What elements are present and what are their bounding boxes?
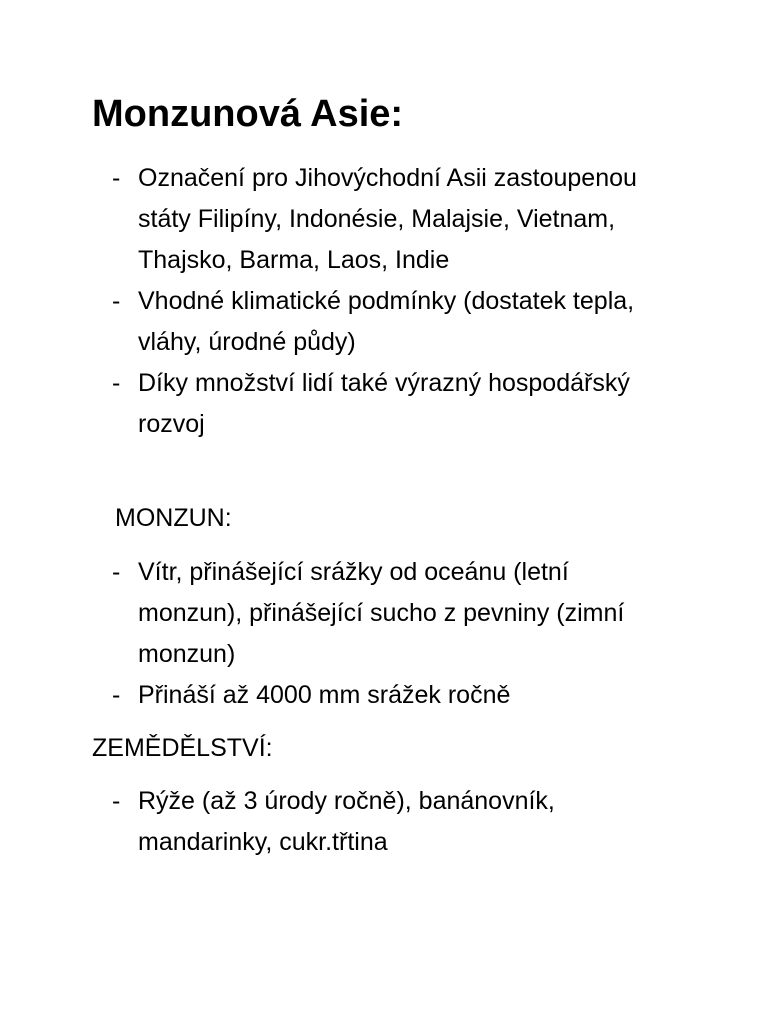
list-item-text: Označení pro Jihovýchodní Asii zastoupenou státy Filipíny, Indonésie, Malajsie, Vietnam, Thajsko, Barma, Laos, Indie [138, 164, 637, 274]
zemedelstvi-bullet-list [0, 781, 658, 863]
section-heading-monzun: MONZUN: [115, 504, 232, 532]
bullet-dash: - [112, 287, 121, 315]
bullet-dash: - [112, 369, 121, 397]
list-item-text: Vhodné klimatické podmínky (dostatek tepla, vláhy, úrodné půdy) [138, 287, 635, 356]
section-heading-zemedelstvi: ZEMĚDĚLSTVÍ: [92, 734, 273, 762]
list-item [0, 552, 658, 675]
list-item [0, 281, 658, 363]
list-item [0, 158, 658, 281]
list-item-text: Přináší až 4000 mm srážek ročně [138, 681, 511, 709]
list-item [0, 675, 658, 716]
bullet-dash: - [112, 558, 121, 586]
bullet-dash: - [112, 164, 121, 192]
bullet-dash: - [112, 681, 121, 709]
list-item [0, 363, 658, 445]
bullet-dash: - [112, 787, 121, 815]
list-item [0, 781, 658, 863]
intro-bullet-list [0, 158, 658, 445]
page-title: Monzunová Asie: [92, 93, 404, 135]
list-item-text: Díky množství lidí také výrazný hospodářský rozvoj [138, 369, 630, 438]
monzun-bullet-list [0, 552, 658, 716]
list-item-text: Vítr, přinášející srážky od oceánu (letní monzun), přinášející sucho z pevniny (zimní monzun) [138, 558, 625, 668]
list-item-text: Rýže (až 3 úrody ročně), banánovník, mandarinky, cukr.třtina [138, 787, 555, 856]
